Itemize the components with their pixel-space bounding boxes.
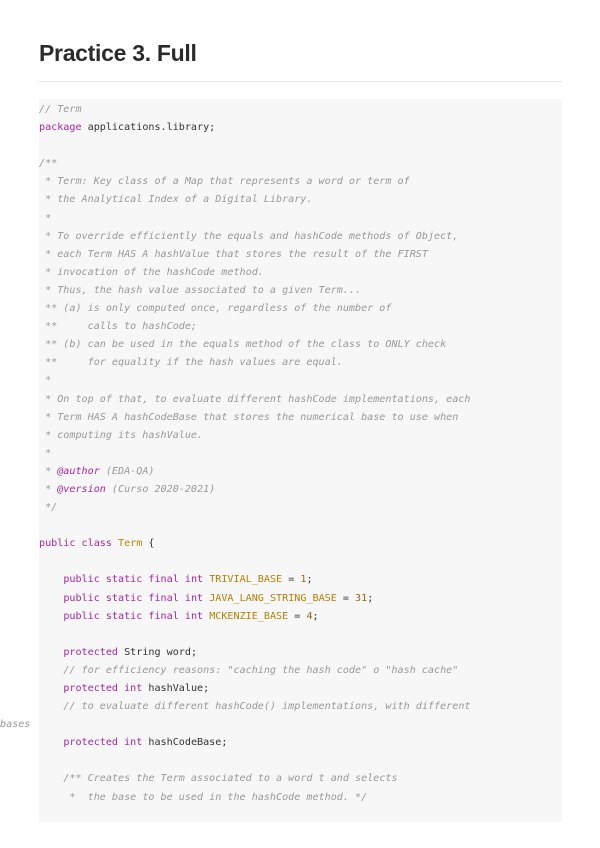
code-token	[39, 574, 63, 585]
code-token: static	[105, 592, 143, 604]
code-token: static	[105, 610, 143, 622]
code-line	[39, 698, 562, 716]
code-token	[39, 647, 63, 658]
code-token: =	[288, 610, 307, 622]
code-token: applications.library;	[81, 122, 216, 134]
code-token: 31	[355, 592, 368, 604]
code-token: static	[105, 574, 143, 586]
code-token: bases	[0, 719, 31, 731]
code-line	[39, 626, 562, 644]
code-token: * Thus, the hash value associated to a given Term...	[39, 284, 362, 296]
code-token: int	[184, 610, 204, 622]
code-line	[39, 210, 562, 228]
code-line	[39, 336, 562, 354]
code-token: * the Analytical Index of a Digital Library.	[39, 194, 313, 206]
code-token: @version	[57, 483, 106, 495]
code-token: ;	[312, 610, 319, 622]
code-line	[39, 499, 562, 517]
code-line	[39, 391, 562, 409]
code-line	[39, 173, 562, 191]
code-line	[39, 191, 562, 209]
code-line	[39, 770, 562, 788]
code-line	[39, 354, 562, 372]
code-token	[39, 792, 63, 803]
code-token: (EDA-QA)	[99, 465, 155, 477]
code-token: *	[39, 375, 52, 387]
code-token: ** (b) can be used in the equals method of the class to ONLY check	[39, 339, 447, 351]
code-line	[39, 535, 562, 553]
code-line	[39, 481, 562, 499]
title-divider	[39, 81, 562, 82]
code-token: * Term: Key class of a Map that represents a word or term of	[39, 176, 410, 188]
code-token: */	[39, 502, 58, 514]
code-token: JAVA_LANG_STRING_BASE	[209, 592, 337, 604]
code-line	[39, 264, 562, 282]
code-line	[39, 608, 562, 626]
code-line	[39, 789, 562, 807]
code-token: // for efficiency reasons: "caching the hash code" o "hash cache"	[63, 664, 459, 676]
code-token: MCKENZIE_BASE	[209, 610, 289, 622]
code-line	[0, 716, 562, 734]
code-token: package	[39, 122, 82, 134]
code-line	[39, 644, 562, 662]
code-line	[39, 101, 562, 119]
code-token: int	[184, 592, 204, 604]
code-token: public	[63, 592, 100, 604]
code-token: @author	[57, 465, 100, 477]
code-block	[0, 99, 562, 822]
code-token: *	[39, 447, 52, 459]
code-token: protected	[63, 646, 119, 658]
code-line	[39, 372, 562, 390]
code-line	[39, 590, 562, 608]
code-token: /** Creates the Term associated to a word t and selects	[63, 773, 398, 785]
code-token: public	[39, 538, 76, 550]
code-token: {	[142, 538, 155, 550]
code-line	[39, 282, 562, 300]
code-token: // Term	[39, 104, 82, 115]
code-token: ** for equality if the hash values are equal.	[39, 357, 343, 369]
code-token: *	[39, 465, 58, 477]
code-line	[39, 752, 562, 770]
code-token	[39, 611, 63, 622]
code-line	[39, 680, 562, 698]
code-token: 1	[300, 574, 307, 586]
code-line	[39, 662, 562, 680]
code-listing	[0, 99, 562, 807]
code-line	[39, 137, 562, 155]
code-line	[39, 318, 562, 336]
code-token: * To override efficiently the equals and hashCode methods of Object,	[39, 230, 459, 242]
code-line	[39, 553, 562, 571]
code-line	[39, 445, 562, 463]
code-token: public	[63, 610, 100, 622]
code-token: hashValue;	[142, 683, 210, 694]
code-token: *	[39, 212, 52, 224]
code-token: // to evaluate different hashCode() implementations, with different	[63, 701, 471, 713]
code-token: String word;	[118, 646, 198, 658]
code-token: * On top of that, to evaluate different hashCode implementations, each	[39, 393, 471, 405]
code-token: public	[63, 574, 100, 586]
code-token	[39, 683, 63, 694]
code-token: ** calls to hashCode;	[39, 321, 198, 333]
code-token: * the base to be used in the hashCode method. */	[63, 791, 368, 803]
code-line	[39, 228, 562, 246]
code-token	[39, 665, 63, 676]
code-line	[39, 571, 562, 589]
code-token: =	[282, 574, 301, 586]
code-token: int	[184, 574, 204, 586]
code-token: 4	[306, 610, 313, 622]
code-token: protected	[63, 683, 119, 694]
code-line	[39, 155, 562, 173]
code-token: hashCodeBase;	[142, 737, 228, 749]
code-line	[39, 119, 562, 137]
code-line	[39, 463, 562, 481]
code-token: * Term HAS A hashCodeBase that stores the numerical base to use when	[39, 411, 459, 423]
code-token	[39, 773, 63, 784]
code-token: (Curso 2020-2021)	[105, 483, 216, 495]
code-token: ** (a) is only computed once, regardless of the number of	[39, 303, 392, 315]
code-token: /**	[39, 158, 58, 170]
code-line	[39, 734, 562, 752]
code-line	[39, 300, 562, 318]
code-line	[39, 246, 562, 264]
code-token: int	[124, 683, 143, 694]
code-token: ;	[306, 574, 313, 586]
code-line	[39, 427, 562, 445]
code-token: TRIVIAL_BASE	[209, 574, 283, 586]
code-token: =	[336, 592, 356, 604]
code-token	[39, 701, 63, 712]
page-title: Practice 3. Full	[39, 40, 197, 66]
code-token: * invocation of the hashCode method.	[39, 266, 264, 278]
code-token	[39, 737, 63, 748]
code-token	[39, 593, 63, 604]
code-token: protected	[63, 737, 119, 749]
code-token: *	[39, 483, 58, 495]
code-token: final	[148, 592, 179, 604]
code-token: * each Term HAS A hashValue that stores the result of the FIRST	[39, 248, 428, 260]
code-token: class	[81, 538, 112, 550]
code-token: final	[148, 610, 179, 622]
code-token: int	[124, 737, 143, 749]
code-token: final	[148, 574, 179, 586]
code-token: * computing its hashValue.	[39, 429, 204, 441]
code-token: Term	[118, 538, 143, 550]
code-line	[39, 517, 562, 535]
code-token: ;	[367, 592, 374, 604]
code-line	[39, 409, 562, 427]
